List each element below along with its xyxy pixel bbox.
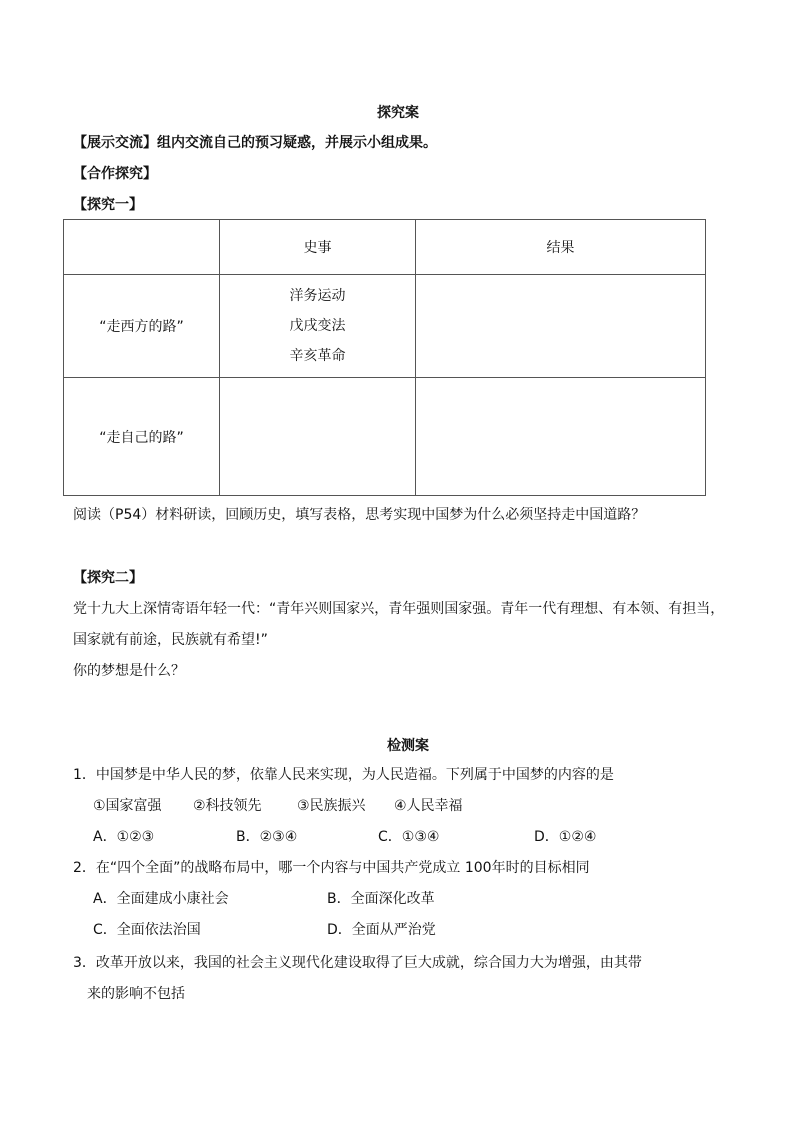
row-label: “走西方的路” — [64, 275, 220, 378]
explore1-tag: 【探究一】 — [73, 197, 143, 213]
explore2-text-line1: 党十九大上深情寄语年轻一代：“青年兴则国家兴，青年强则国家强。青年一代有理想、有本领、有担当， — [73, 601, 725, 617]
table-row — [64, 378, 706, 496]
q1-item: ②科技领先 — [193, 798, 262, 814]
inquiry-title: 探究案 — [377, 105, 419, 121]
q1-option-a[interactable]: A．①②③ — [93, 829, 155, 845]
q1-option-b[interactable]: B．②③④ — [236, 829, 298, 845]
q1-item: ①国家富强 — [93, 798, 162, 814]
q1-item: ④人民幸福 — [394, 798, 463, 814]
exchange-line — [73, 132, 437, 152]
q3-stem-line2: 来的影响不包括 — [87, 986, 185, 1002]
explore1-question: 阅读（P54）材料研读，回顾历史，填写表格，思考实现中国梦为什么必须坚持走中国道路？ — [73, 507, 646, 523]
test-title: 检测案 — [387, 738, 429, 754]
table-header-cell: 史事 — [220, 220, 416, 275]
q1-item: ③民族振兴 — [297, 798, 366, 814]
event-item: 戊戌变法 — [289, 318, 346, 334]
exchange-text: 组内交流自己的预习疑惑，并展示小组成果。 — [157, 135, 437, 151]
explore2-tag: 【探究二】 — [73, 570, 143, 586]
table-header-cell — [64, 220, 220, 275]
table-header-row — [64, 220, 706, 275]
q2-option-d[interactable]: D．全面从严治党 — [327, 922, 436, 938]
q1-stem: 1．中国梦是中华人民的梦，依靠人民来实现，为人民造福。下列属于中国梦的内容的是 — [73, 767, 614, 783]
result-cell[interactable] — [416, 275, 706, 378]
events-cell — [220, 275, 416, 378]
row-label: “走自己的路” — [64, 378, 220, 496]
q2-stem: 2．在“四个全面”的战略布局中，哪一个内容与中国共产党成立 100年时的目标相同 — [73, 860, 590, 876]
event-item: 洋务运动 — [289, 288, 346, 304]
q3-stem-line1: 3．改革开放以来，我国的社会主义现代化建设取得了巨大成就，综合国力大为增强，由其带 — [73, 955, 642, 971]
result-cell[interactable] — [416, 378, 706, 496]
cooperate-tag: 【合作探究】 — [73, 166, 157, 182]
q1-option-c[interactable]: C．①③④ — [378, 829, 440, 845]
event-item: 辛亥革命 — [289, 348, 346, 364]
q1-option-d[interactable]: D．①②④ — [534, 829, 597, 845]
events-cell[interactable] — [220, 378, 416, 496]
explore-table — [63, 219, 706, 496]
q2-option-c[interactable]: C．全面依法治国 — [93, 922, 201, 938]
explore2-question: 你的梦想是什么？ — [73, 663, 185, 679]
explore2-text-line2: 国家就有前途，民族就有希望!” — [73, 632, 268, 648]
table-row — [64, 275, 706, 378]
q2-option-a[interactable]: A．全面建成小康社会 — [93, 891, 229, 907]
table-header-cell: 结果 — [416, 220, 706, 275]
q2-option-b[interactable]: B．全面深化改革 — [327, 891, 435, 907]
exchange-tag: 【展示交流】 — [73, 135, 157, 151]
